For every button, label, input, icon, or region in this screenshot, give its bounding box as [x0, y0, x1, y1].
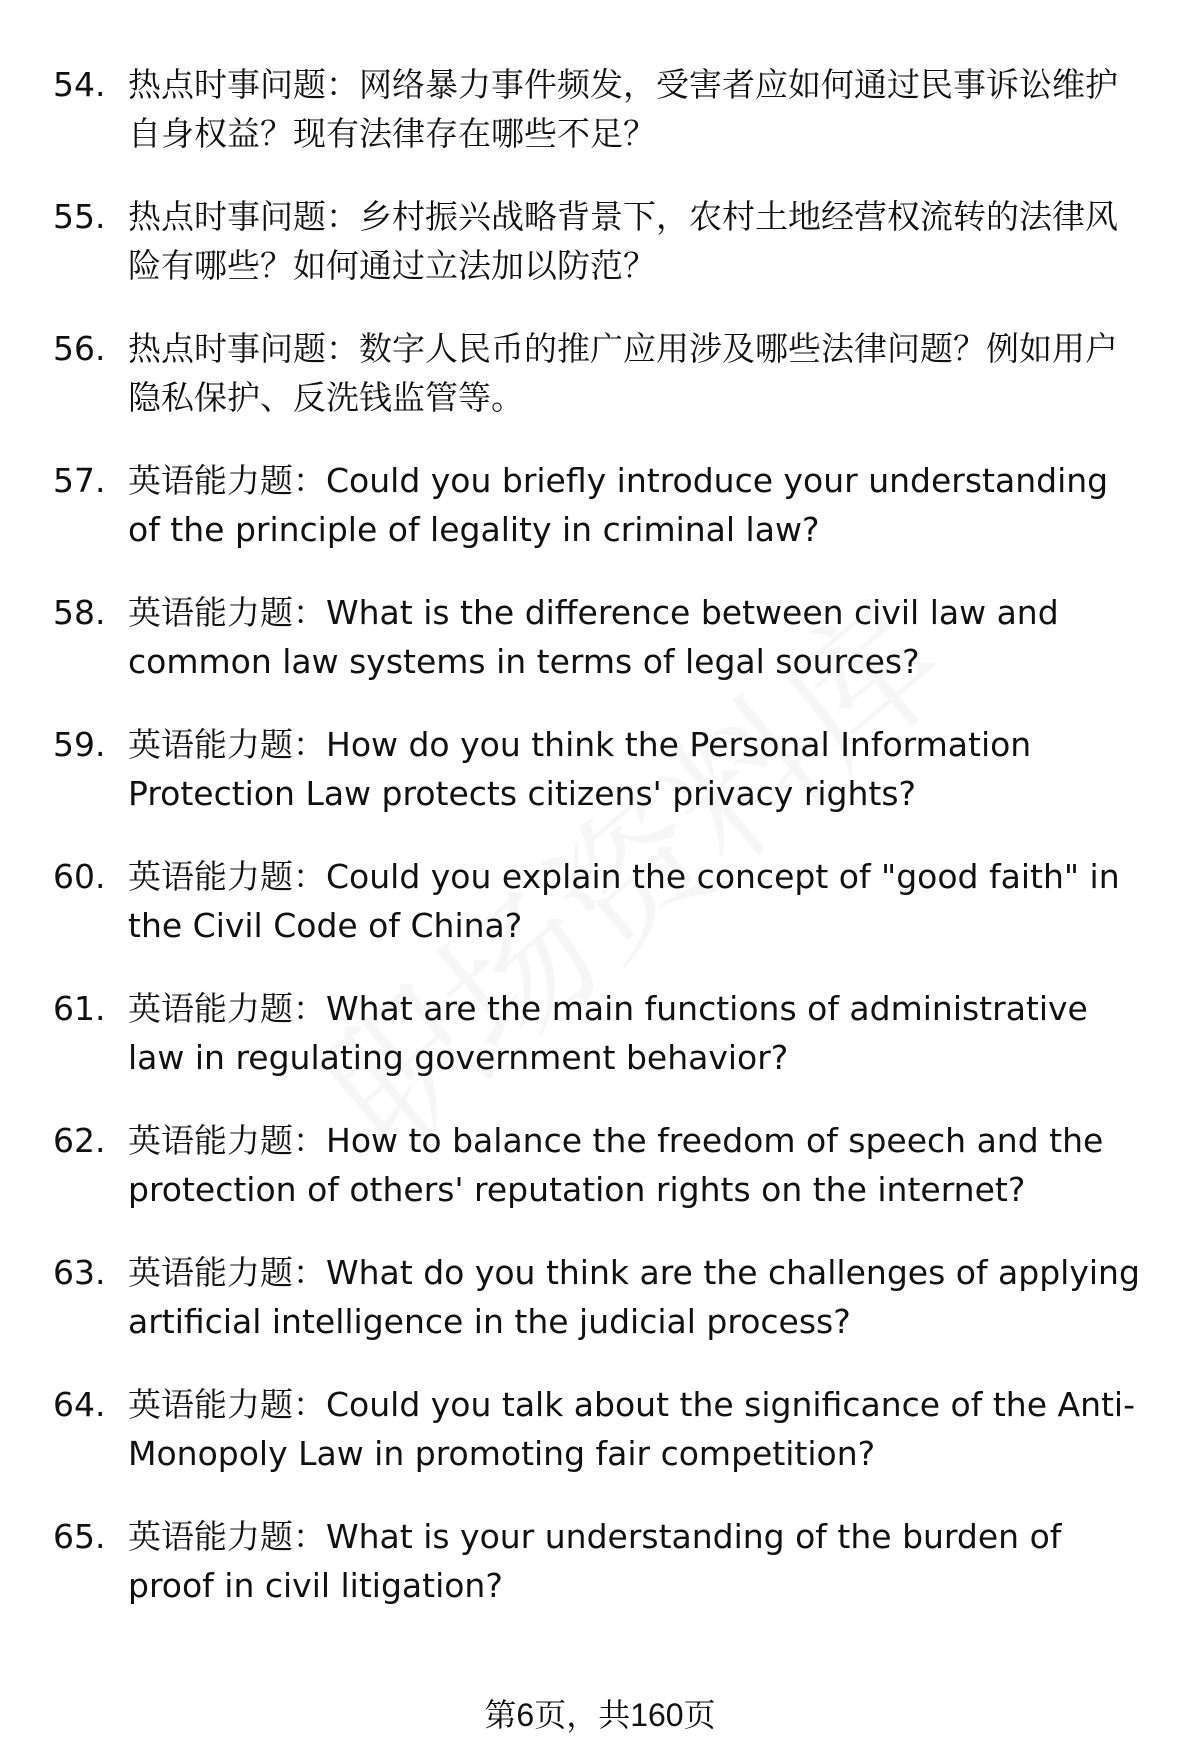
list-item	[53, 1512, 1143, 1644]
list-item	[53, 984, 1143, 1116]
list-item	[53, 720, 1143, 852]
item-number: 62.	[53, 1121, 106, 1160]
list-item	[53, 588, 1143, 720]
item-text: 英语能力题：What are the main functions of administrative law in regulating government behavior?	[128, 989, 1088, 1077]
item-text: 英语能力题：What is your understanding of the burden of proof in civil litigation?	[128, 1517, 1062, 1605]
list-item	[53, 456, 1143, 588]
list-item	[53, 60, 1143, 192]
page-number: 第6页，共160页	[484, 1697, 716, 1733]
list-item	[53, 852, 1143, 984]
item-number: 56.	[53, 329, 106, 368]
item-text: 热点时事问题：数字人民币的推广应用涉及哪些法律问题？例如用户隐私保护、反洗钱监管等。	[128, 329, 1118, 417]
item-text: 英语能力题：How to balance the freedom of speech and the protection of others' reputation rights on the internet?	[128, 1121, 1104, 1209]
item-number: 64.	[53, 1385, 106, 1424]
item-text: 热点时事问题：乡村振兴战略背景下，农村土地经营权流转的法律风险有哪些？如何通过立法加以防范？	[128, 197, 1118, 285]
list-item	[53, 1116, 1143, 1248]
item-number: 59.	[53, 725, 106, 764]
question-list	[53, 60, 1143, 1644]
item-number: 55.	[53, 197, 106, 236]
list-item	[53, 192, 1143, 324]
item-text: 热点时事问题：网络暴力事件频发，受害者应如何通过民事诉讼维护自身权益？现有法律存在哪些不足？	[128, 65, 1118, 153]
item-number: 60.	[53, 857, 106, 896]
item-text: 英语能力题：How do you think the Personal Information Protection Law protects citizens' privacy rights?	[128, 725, 1032, 813]
list-item	[53, 324, 1143, 456]
item-text: 英语能力题：What is the difference between civil law and common law systems in terms of legal sources?	[128, 593, 1059, 681]
item-text: 英语能力题：What do you think are the challenges of applying artificial intelligence in the judicial process?	[128, 1253, 1140, 1341]
item-number: 57.	[53, 461, 106, 500]
item-number: 61.	[53, 989, 106, 1028]
item-number: 63.	[53, 1253, 106, 1292]
item-text: 英语能力题：Could you explain the concept of "good faith" in the Civil Code of China?	[128, 857, 1120, 945]
item-number: 65.	[53, 1517, 106, 1556]
item-text: 英语能力题：Could you briefly introduce your understanding of the principle of legality in criminal law?	[128, 461, 1109, 549]
item-number: 58.	[53, 593, 106, 632]
item-text: 英语能力题：Could you talk about the significance of the Anti-Monopoly Law in promoting fair competition?	[128, 1385, 1135, 1473]
item-number: 54.	[53, 65, 106, 104]
list-item	[53, 1248, 1143, 1380]
list-item	[53, 1380, 1143, 1512]
